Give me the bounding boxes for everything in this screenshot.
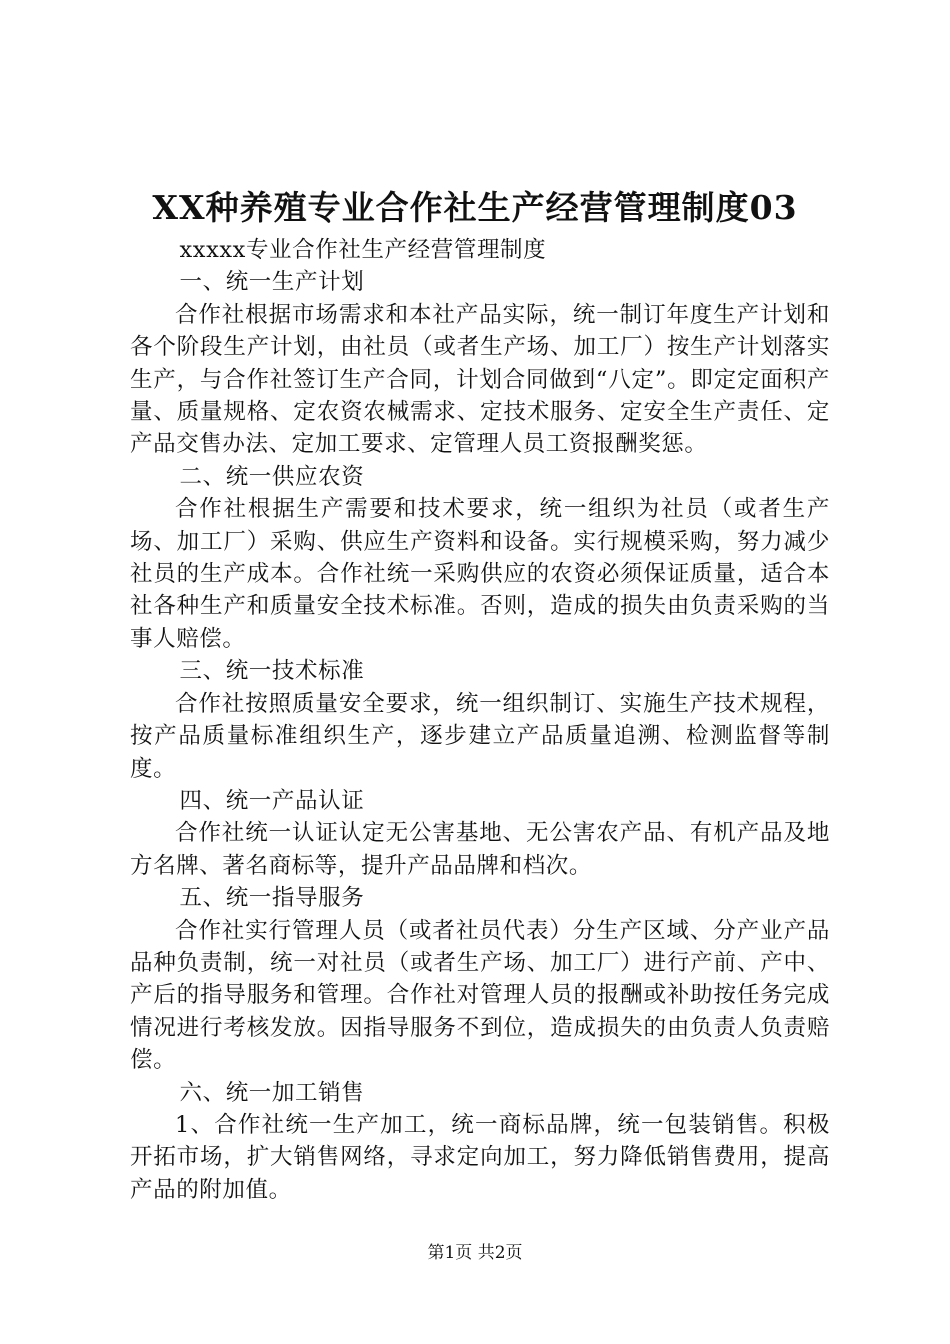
section-paragraph-5: 合作社实行管理人员（或者社员代表）分生产区域、分产业产品品种负责制，统一对社员（或者生产场、加工厂）进行产前、产中、产后的指导服务和管理。合作社对管理人员的报酬或补助按任务完成情况进行考核发放。因指导服务不到位，造成损失的由负责人负责赔偿。 bbox=[130, 917, 830, 1074]
section-paragraph-4: 合作社统一认证认定无公害基地、无公害农产品、有机产品及地方名牌、著名商标等，提升产品品牌和档次。 bbox=[130, 820, 830, 879]
section-paragraph-6: 1、合作社统一生产加工，统一商标品牌，统一包装销售。积极开拓市场，扩大销售网络，寻求定向加工，努力降低销售费用，提高产品的附加值。 bbox=[130, 1111, 830, 1203]
section-paragraph-1: 合作社根据市场需求和本社产品实际，统一制订年度生产计划和各个阶段生产计划，由社员（或者生产场、加工厂）按生产计划落实生产，与合作社签订生产合同，计划合同做到“八定”。即定定面积产量、质量规格、定农资农械需求、定技术服务、定安全生产责任、定产品交售办法、定加工要求、定管理人员工资报酬奖惩。 bbox=[130, 301, 830, 458]
document-title: XX种养殖专业合作社生产经营管理制度03 bbox=[152, 188, 798, 227]
section-heading-2: 二、统一供应农资 bbox=[179, 463, 365, 490]
page-number-footer: 第1页 共2页 bbox=[427, 1243, 523, 1263]
section-heading-3: 三、统一技术标准 bbox=[179, 658, 365, 685]
section-heading-4: 四、统一产品认证 bbox=[179, 787, 365, 814]
section-heading-5: 五、统一指导服务 bbox=[179, 885, 365, 912]
document-body bbox=[130, 234, 830, 1206]
section-heading-1: 一、统一生产计划 bbox=[179, 269, 365, 296]
section-paragraph-2: 合作社根据生产需要和技术要求，统一组织为社员（或者生产场、加工厂）采购、供应生产资料和设备。实行规模采购，努力减少社员的生产成本。合作社统一采购供应的农资必须保证质量，适合本社各种生产和质量安全技术标准。否则，造成的损失由负责采购的当事人赔偿。 bbox=[130, 496, 830, 652]
section-paragraph-3: 合作社按照质量安全要求，统一组织制订、实施生产技术规程，按产品质量标准组织生产，逐步建立产品质量追溯、检测监督等制度。 bbox=[130, 690, 830, 782]
document-subtitle: xxxxx专业合作社生产经营管理制度 bbox=[179, 237, 547, 263]
section-heading-6: 六、统一加工销售 bbox=[179, 1079, 365, 1106]
